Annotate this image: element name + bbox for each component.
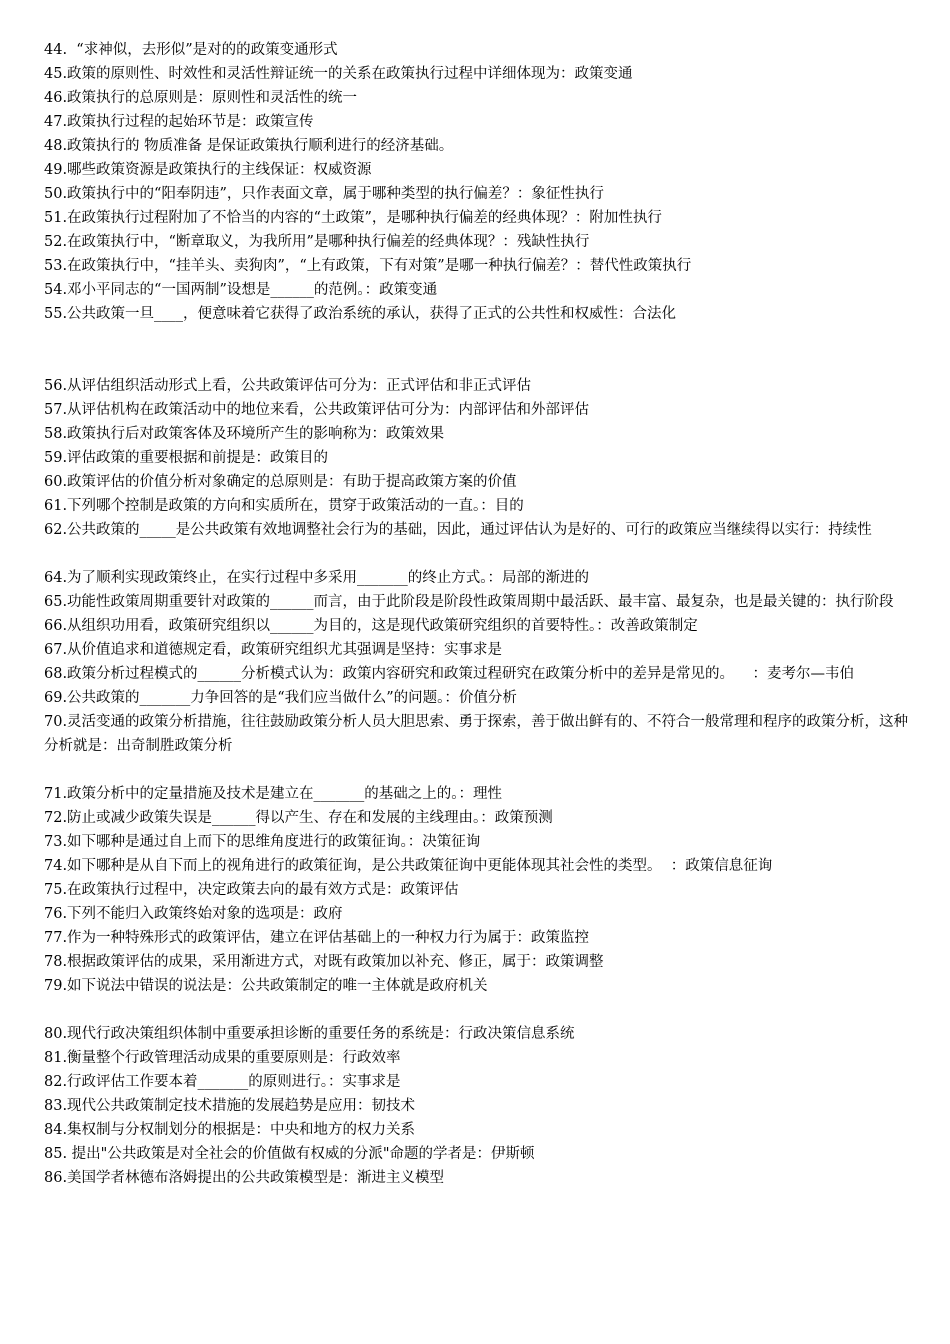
question-line: 65.功能性政策周期重要针对政策的______而言，由于此阶段是阶段性政策周期中最活跃、最丰富、最复杂，也是最关键的：执行阶段 — [44, 594, 894, 610]
section-spacer — [44, 998, 914, 1022]
question-line: 78.根据政策评估的成果，采用渐进方式，对既有政策加以补充、修正，属于：政策调整 — [44, 954, 604, 970]
question-group-56-62 — [44, 374, 914, 542]
question-line: 46.政策执行的总原则是：原则性和灵活性的统一 — [44, 90, 358, 106]
question-line: 85. 提出"公共政策是对全社会的价值做有权威的分派"命题的学者是：伊斯顿 — [44, 1146, 535, 1162]
question-line: 80.现代行政决策组织体制中重要承担诊断的重要任务的系统是：行政决策信息系统 — [44, 1026, 575, 1042]
question-group-44-55 — [44, 38, 914, 326]
section-spacer — [44, 542, 914, 566]
question-line: 81.衡量整个行政管理活动成果的重要原则是：行政效率 — [44, 1050, 401, 1066]
question-line: 51.在政策执行过程附加了不恰当的内容的“土政策”，是哪种执行偏差的经典体现？：附加性执行 — [44, 210, 662, 226]
section-spacer — [44, 758, 914, 782]
question-group-71-79 — [44, 782, 914, 998]
question-line: 68.政策分析过程模式的______分析模式认为：政策内容研究和政策过程研究在政策分析中的差异是常见的。 ：麦考尔—韦伯 — [44, 666, 854, 682]
section-spacer — [44, 326, 914, 374]
document-page — [44, 38, 914, 1190]
question-line: 62.公共政策的_____是公共政策有效地调整社会行为的基础，因此，通过评估认为是好的、可行的政策应当继续得以实行：持续性 — [44, 522, 872, 538]
question-line: 45.政策的原则性、时效性和灵活性辩证统一的关系在政策执行过程中详细体现为：政策变通 — [44, 66, 633, 82]
question-line: 47.政策执行过程的起始环节是：政策宣传 — [44, 114, 314, 130]
question-line: 69.公共政策的_______力争回答的是“我们应当做什么”的问题。：价值分析 — [44, 690, 517, 706]
question-line: 76.下列不能归入政策终始对象的选项是：政府 — [44, 906, 343, 922]
question-line: 70.灵活变通的政策分析措施，往往鼓励政策分析人员大胆思索、勇于探索，善于做出鲜有的、不符合一般常理和程序的政策分析，这种分析就是：出奇制胜政策分析 — [44, 714, 909, 754]
question-line: 71.政策分析中的定量措施及技术是建立在_______的基础之上的。：理性 — [44, 786, 503, 802]
question-line: 79.如下说法中错误的说法是：公共政策制定的唯一主体就是政府机关 — [44, 978, 488, 994]
question-line: 54.邓小平同志的“一国两制”设想是______的范例。：政策变通 — [44, 282, 438, 298]
question-line: 59.评估政策的重要根据和前提是：政策目的 — [44, 450, 329, 466]
question-line: 52.在政策执行中，“断章取义，为我所用”是哪种执行偏差的经典体现？：残缺性执行 — [44, 234, 590, 250]
question-line: 49.哪些政策资源是政策执行的主线保证：权威资源 — [44, 162, 372, 178]
question-line: 72.防止或减少政策失误是______得以产生、存在和发展的主线理由。：政策预测 — [44, 810, 553, 826]
question-line: 60.政策评估的价值分析对象确定的总原则是：有助于提高政策方案的价值 — [44, 474, 517, 490]
question-line: 48.政策执行的 物质准备 是保证政策执行顺利进行的经济基础。 — [44, 138, 454, 154]
question-line: 77.作为一种特殊形式的政策评估，建立在评估基础上的一种权力行为属于：政策监控 — [44, 930, 590, 946]
question-group-64-70 — [44, 566, 914, 758]
question-line: 84.集权制与分权制划分的根据是：中央和地方的权力关系 — [44, 1122, 416, 1138]
question-line: 61.下列哪个控制是政策的方向和实质所在，贯穿于政策活动的一直。：目的 — [44, 498, 524, 514]
question-line: 44. “求神似，去形似”是对的的政策变通形式 — [44, 42, 338, 58]
question-line: 56.从评估组织活动形式上看，公共政策评估可分为：正式评估和非正式评估 — [44, 378, 532, 394]
question-line: 57.从评估机构在政策活动中的地位来看，公共政策评估可分为：内部评估和外部评估 — [44, 402, 590, 418]
question-line: 86.美国学者林德布洛姆提出的公共政策模型是：渐进主义模型 — [44, 1170, 445, 1186]
question-group-80-86 — [44, 1022, 914, 1190]
question-line: 58.政策执行后对政策客体及环境所产生的影响称为：政策效果 — [44, 426, 445, 442]
question-line: 53.在政策执行中，“挂羊头、卖狗肉”，“上有政策，下有对策”是哪一种执行偏差？：替代性政策执行 — [44, 258, 692, 274]
question-line: 66.从组织功用看，政策研究组织以______为目的，这是现代政策研究组织的首要特性。：改善政策制定 — [44, 618, 698, 634]
question-line: 74.如下哪种是从自下而上的视角进行的政策征询，是公共政策征询中更能体现其社会性的类型。 ：政策信息征询 — [44, 858, 773, 874]
question-line: 83.现代公共政策制定技术措施的发展趋势是应用：韧技术 — [44, 1098, 416, 1114]
question-line: 75.在政策执行过程中，决定政策去向的最有效方式是：政策评估 — [44, 882, 459, 898]
question-line: 55.公共政策一旦____，便意味着它获得了政治系统的承认，获得了正式的公共性和权威性：合法化 — [44, 306, 677, 322]
question-line: 64.为了顺利实现政策终止，在实行过程中多采用_______的终止方式。：局部的渐进的 — [44, 570, 590, 586]
question-line: 67.从价值追求和道德规定看，政策研究组织尤其强调是坚持：实事求是 — [44, 642, 503, 658]
question-line: 82.行政评估工作要本着_______的原则进行。：实事求是 — [44, 1074, 401, 1090]
question-line: 73.如下哪种是通过自上而下的思维角度进行的政策征询。：决策征询 — [44, 834, 481, 850]
question-line: 50.政策执行中的“阳奉阴违”，只作表面文章，属于哪种类型的执行偏差？：象征性执行 — [44, 186, 604, 202]
